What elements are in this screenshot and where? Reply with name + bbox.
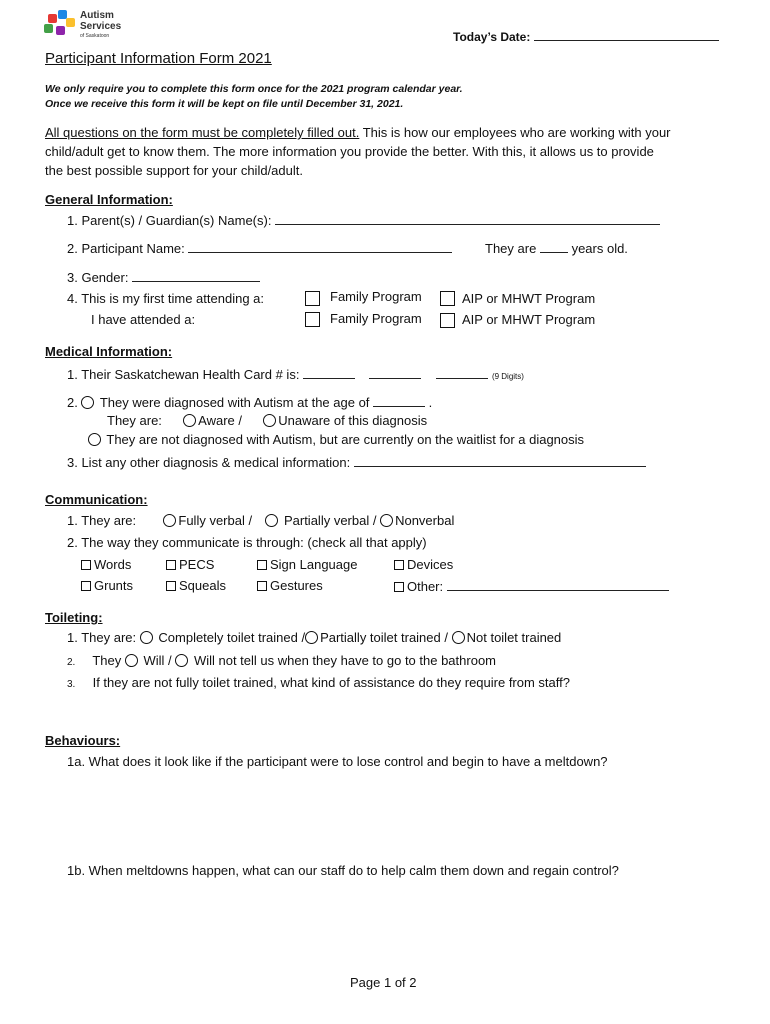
note-line1: We only require you to complete this form once for the 2021 program calendar year. <box>45 83 463 95</box>
unaware-label: Unaware of this diagnosis <box>278 413 428 428</box>
participant-name-field[interactable] <box>188 240 452 253</box>
words-label: Words <box>94 557 132 572</box>
health-card-part3[interactable] <box>436 366 488 379</box>
devices-label: Devices <box>407 557 454 572</box>
guardian-name-field[interactable] <box>275 212 660 225</box>
intro-line2: child/adult get to know them. The more information you provide the better. With this, it allows us to provide <box>45 144 654 159</box>
diagnosis-age-field[interactable] <box>373 394 425 407</box>
medical-q1-label: 1. Their Saskatchewan Health Card # is: <box>67 367 300 382</box>
comm-opt-words <box>81 557 131 572</box>
toileting-q2-num: 2. <box>67 657 76 668</box>
will-not-tell-label: Will not tell us when they have to go to the bathroom <box>193 653 496 668</box>
toileting-q3 <box>67 675 570 690</box>
attended-aip-label: AIP or MHWT Program <box>462 312 596 327</box>
other-communication-field[interactable] <box>447 578 669 591</box>
first-family-label: Family Program <box>330 289 422 304</box>
medical-q2a <box>67 394 432 410</box>
general-heading: General Information: <box>45 192 173 207</box>
unaware-radio[interactable] <box>263 414 276 427</box>
general-q1-label: 1. Parent(s) / Guardian(s) Name(s): <box>67 213 272 228</box>
attended-family-label: Family Program <box>330 311 422 326</box>
comm-opt-gestures <box>257 578 323 593</box>
words-checkbox[interactable] <box>81 560 91 570</box>
general-q4-label: 4. This is my first time attending a: <box>67 291 264 306</box>
medical-q2c-label: They are not diagnosed with Autism, but are currently on the waitlist for a diagnosis <box>106 432 585 447</box>
toileting-q3-num: 3. <box>67 679 76 690</box>
toileting-q1-label: 1. They are: <box>67 630 137 645</box>
comm-opt-grunts <box>81 578 133 593</box>
communication-q1-label: 1. They are: <box>67 513 137 528</box>
will-tell-label: Will / <box>143 653 172 668</box>
health-card-part2[interactable] <box>369 366 421 379</box>
intro-line1 <box>45 125 671 140</box>
comm-opt-squeals <box>166 578 226 593</box>
partially-verbal-label: Partially verbal / <box>283 513 377 528</box>
date-field[interactable] <box>534 28 719 41</box>
intro-underlined: All questions on the form must be completely filled out. <box>45 125 360 140</box>
sign-language-checkbox[interactable] <box>257 560 267 570</box>
logo-line2: Services <box>80 21 122 32</box>
health-card-part1[interactable] <box>303 366 355 379</box>
comm-opt-devices <box>394 557 453 572</box>
form-title: Participant Information Form 2021 <box>45 50 272 67</box>
health-card-note: (9 Digits) <box>491 372 524 381</box>
not-trained-label: Not toilet trained <box>466 630 562 645</box>
grunts-label: Grunts <box>94 578 134 593</box>
pecs-label: PECS <box>179 557 215 572</box>
behaviours-q1b: 1b. When meltdowns happen, what can our staff do to help calm them down and regain control? <box>67 863 619 878</box>
waitlist-radio[interactable] <box>88 433 101 446</box>
diagnosed-radio[interactable] <box>81 396 94 409</box>
not-trained-radio[interactable] <box>452 631 465 644</box>
partially-verbal-radio[interactable] <box>265 514 278 527</box>
general-q2-label: 2. Participant Name: <box>67 241 185 256</box>
medical-q2b <box>107 413 427 428</box>
logo-line1: Autism <box>80 10 114 21</box>
medical-q2a-label: They were diagnosed with Autism at the age of <box>99 395 370 410</box>
nonverbal-label: Nonverbal <box>395 513 455 528</box>
toileting-q2-they: They <box>92 653 122 668</box>
age-row <box>485 240 628 256</box>
first-aip-checkbox[interactable] <box>440 291 455 306</box>
logo-line3: of Saskatoon <box>80 33 110 39</box>
medical-q3 <box>67 454 646 470</box>
toileting-q1 <box>67 630 561 645</box>
general-q4b-label: I have attended a: <box>91 312 196 327</box>
behaviours-heading: Behaviours: <box>45 733 121 748</box>
medical-q2c <box>88 432 584 447</box>
medical-q2a-end: . <box>428 395 433 410</box>
other-diagnosis-field[interactable] <box>354 454 646 467</box>
will-tell-radio[interactable] <box>125 654 138 667</box>
will-not-tell-radio[interactable] <box>175 654 188 667</box>
attended-aip-checkbox[interactable] <box>440 313 455 328</box>
partially-trained-label: Partially toilet trained / <box>320 630 448 645</box>
completely-trained-radio[interactable] <box>140 631 153 644</box>
note-line2: Once we receive this form it will be kept on file until December 31, 2021. <box>45 98 404 110</box>
aware-radio[interactable] <box>183 414 196 427</box>
toileting-q2 <box>67 653 496 668</box>
medical-q3-label: 3. List any other diagnosis & medical information: <box>67 455 351 470</box>
squeals-label: Squeals <box>179 578 226 593</box>
date-label <box>453 28 719 44</box>
comm-opt-sign <box>257 557 357 572</box>
fully-verbal-radio[interactable] <box>163 514 176 527</box>
gestures-checkbox[interactable] <box>257 581 267 591</box>
general-q1 <box>67 212 660 228</box>
attended-family-checkbox[interactable] <box>305 312 320 327</box>
medical-q1 <box>67 366 524 382</box>
general-q2 <box>67 240 452 256</box>
comm-opt-other <box>394 578 669 594</box>
toileting-heading: Toileting: <box>45 610 103 625</box>
grunts-checkbox[interactable] <box>81 581 91 591</box>
page-number: Page 1 of 2 <box>350 975 417 990</box>
age-label-a: They are <box>485 241 537 256</box>
medical-heading: Medical Information: <box>45 344 173 359</box>
nonverbal-radio[interactable] <box>380 514 393 527</box>
other-label: Other: <box>407 579 444 594</box>
age-label-b: years old. <box>571 241 628 256</box>
gender-field[interactable] <box>132 269 260 282</box>
communication-q2-label: 2. The way they communicate is through: (check all that apply) <box>67 535 427 550</box>
general-q3 <box>67 269 260 285</box>
communication-heading: Communication: <box>45 492 148 507</box>
medical-q2b-label: They are: <box>107 413 162 428</box>
first-aip-label: AIP or MHWT Program <box>462 291 596 306</box>
completely-trained-label: Completely toilet trained / <box>158 630 306 645</box>
other-checkbox[interactable] <box>394 582 404 592</box>
general-q3-label: 3. Gender: <box>67 270 129 285</box>
date-label-text: Today’s Date: <box>453 30 531 44</box>
aware-label: Aware / <box>198 413 243 428</box>
communication-q1 <box>67 513 454 528</box>
age-field[interactable] <box>540 240 568 253</box>
sign-language-label: Sign Language <box>270 557 358 572</box>
devices-checkbox[interactable] <box>394 560 404 570</box>
comm-opt-pecs <box>166 557 214 572</box>
partially-trained-radio[interactable] <box>305 631 318 644</box>
fully-verbal-label: Fully verbal / <box>178 513 253 528</box>
first-family-checkbox[interactable] <box>305 291 320 306</box>
gestures-label: Gestures <box>270 578 323 593</box>
toileting-q3-label: If they are not fully toilet trained, what kind of assistance do they require from staff? <box>92 675 570 690</box>
medical-q2-num: 2. <box>67 395 78 410</box>
intro-line3: the best possible support for your child/adult. <box>45 163 303 178</box>
pecs-checkbox[interactable] <box>166 560 176 570</box>
behaviours-q1a: 1a. What does it look like if the participant were to lose control and begin to have a meltdown? <box>67 754 608 769</box>
squeals-checkbox[interactable] <box>166 581 176 591</box>
intro-rest: This is how our employees who are working with your <box>359 125 671 140</box>
